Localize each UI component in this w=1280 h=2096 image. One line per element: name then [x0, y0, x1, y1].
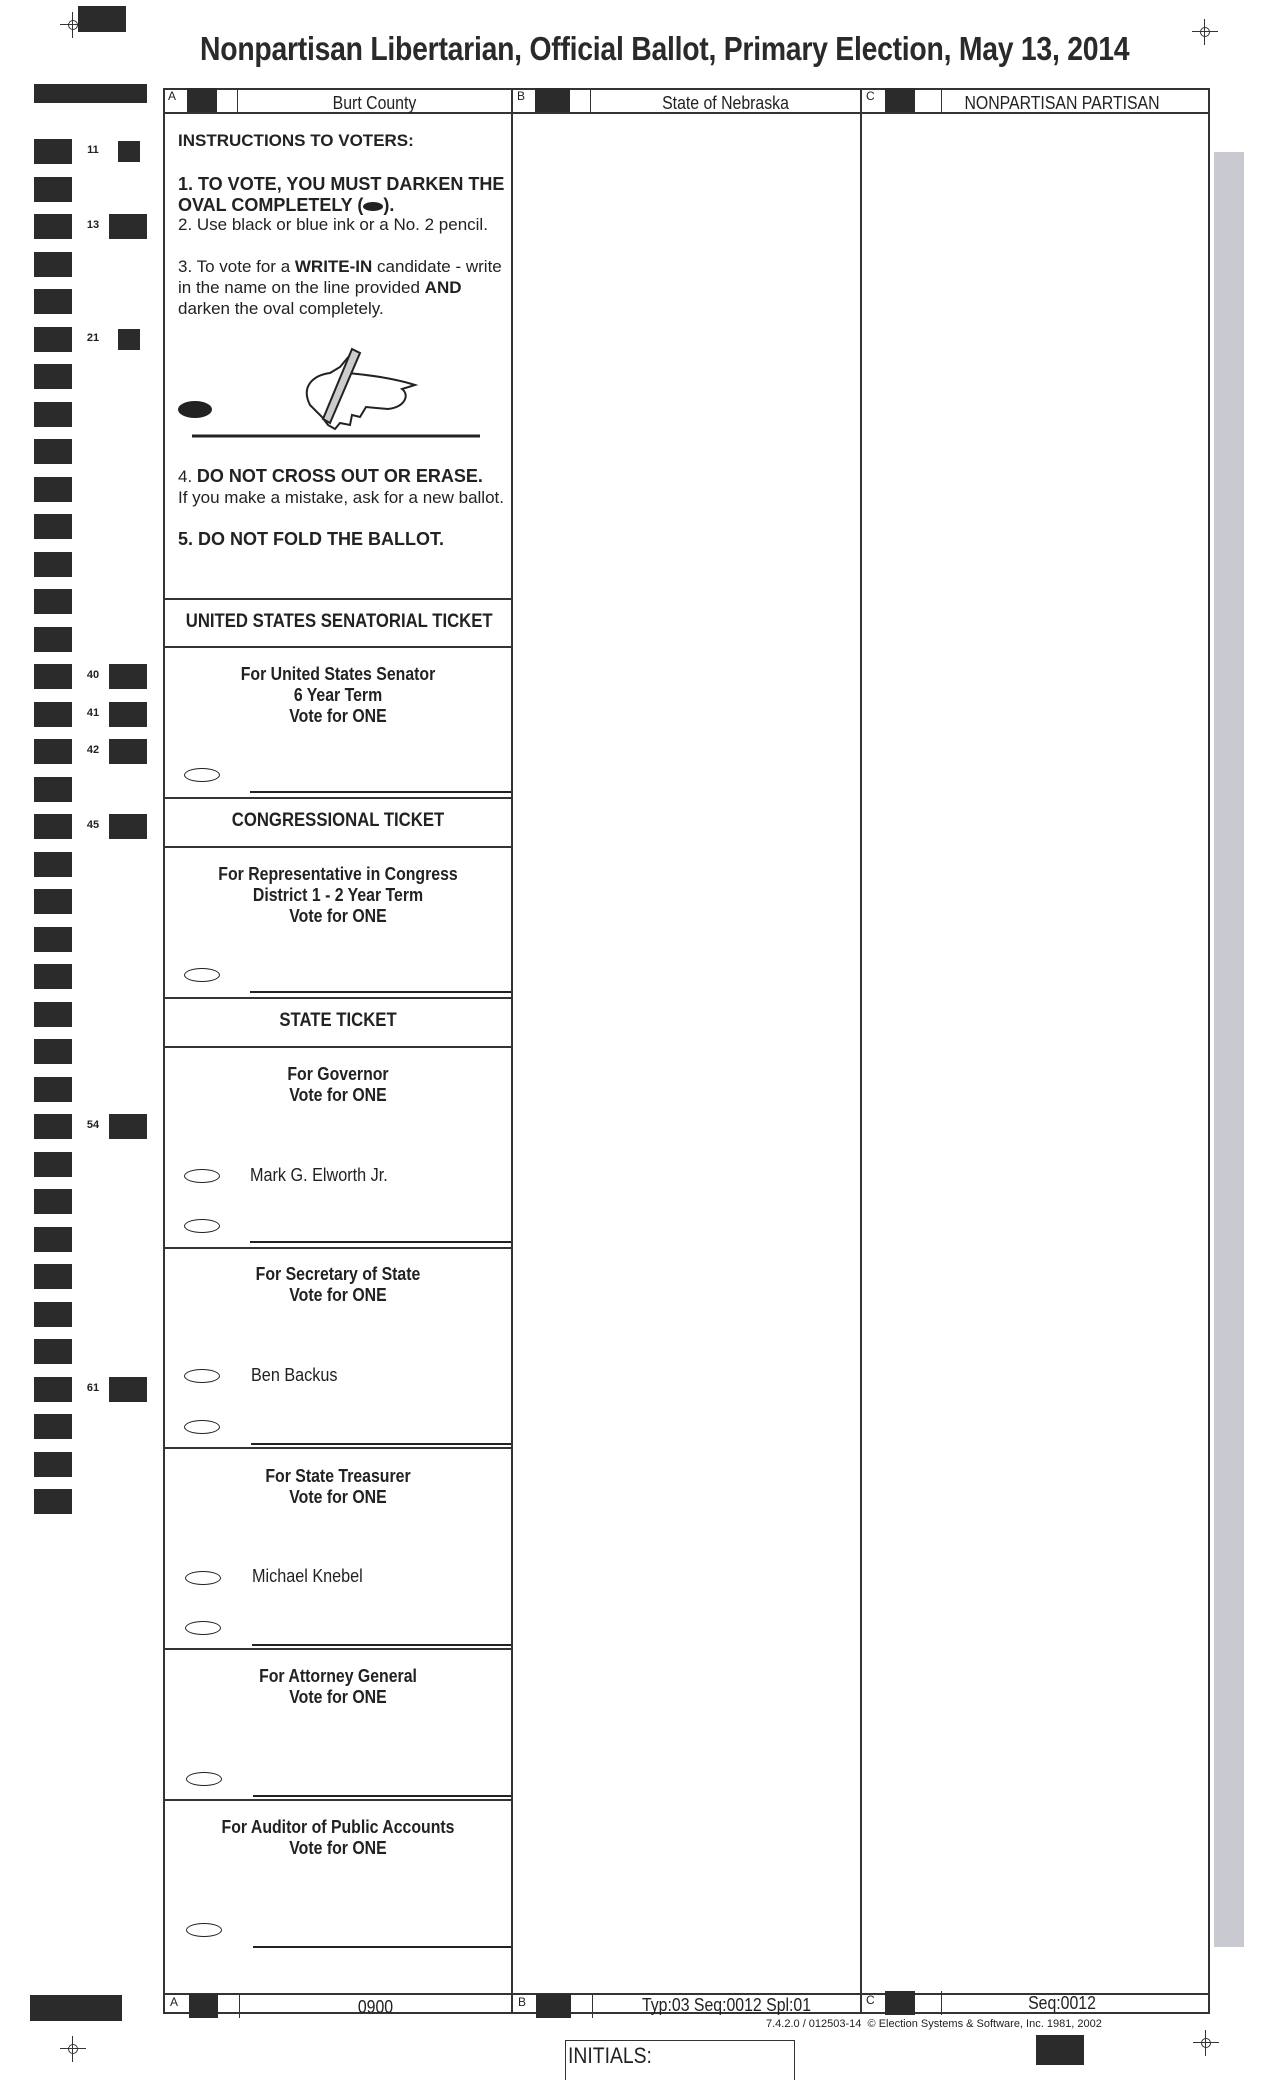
timing-label: 41	[86, 707, 100, 719]
timing-mark	[34, 1227, 72, 1252]
write-in-line[interactable]	[253, 1795, 511, 1797]
contest-attorney-general: For Attorney General Vote for ONE	[259, 1666, 417, 1707]
candidate-oval[interactable]	[184, 1169, 220, 1183]
timing-mark	[34, 1302, 72, 1327]
divider	[165, 598, 511, 600]
instruction-step-4: 4. DO NOT CROSS OUT OR ERASE. If you make a mistake, ask for a new ballot.	[178, 466, 504, 507]
write-in-oval[interactable]	[184, 1420, 220, 1434]
precinct-code: 0900	[357, 1997, 394, 2017]
timing-mark	[34, 664, 72, 689]
timing-mark	[34, 1264, 72, 1289]
timing-label: 21	[86, 332, 100, 344]
filled-oval-icon	[363, 202, 383, 211]
footer-code-block	[536, 1994, 571, 2018]
timing-label: 13	[86, 219, 100, 231]
registration-crosshair-icon	[1193, 2030, 1219, 2056]
sequence-label: Seq:0012	[1028, 1993, 1096, 2013]
ticket-congressional: CONGRESSIONAL TICKET	[231, 810, 445, 831]
timing-mark	[34, 177, 72, 202]
timing-label: 42	[86, 744, 100, 756]
timing-side-block	[109, 814, 147, 839]
timing-mark	[34, 364, 72, 389]
timing-label: 11	[87, 144, 99, 156]
timing-mark	[34, 1152, 72, 1177]
timing-side-block	[118, 329, 140, 350]
timing-side-block	[109, 1377, 147, 1402]
timing-mark	[34, 289, 72, 314]
timing-side-block	[109, 702, 147, 727]
write-in-line[interactable]	[250, 991, 511, 993]
contest-secretary-of-state: For Secretary of State Vote for ONE	[255, 1264, 421, 1305]
timing-side-block	[109, 664, 147, 689]
contest-representative: For Representative in Congress District 1 - 2 Year Term Vote for ONE	[218, 864, 458, 926]
timing-mark	[34, 552, 72, 577]
timing-mark	[34, 964, 72, 989]
column-letter-a: A	[168, 89, 177, 103]
timing-mark	[34, 777, 72, 802]
instruction-step-3: 3. To vote for a WRITE-IN candidate - write in the name on the line provided AND darken the oval completely.	[178, 257, 502, 318]
timing-mark	[34, 627, 72, 652]
timing-mark	[34, 1189, 72, 1214]
timing-mark	[34, 1377, 72, 1402]
scan-strip	[1214, 152, 1244, 1947]
ticket-state: STATE TICKET	[279, 1010, 397, 1031]
bottom-right-timing-block	[1036, 2035, 1084, 2065]
write-in-oval[interactable]	[184, 968, 220, 982]
bottom-timing-bar	[30, 1995, 122, 2021]
registration-crosshair-icon	[60, 2036, 86, 2062]
timing-mark	[34, 1002, 72, 1027]
divider	[165, 997, 511, 999]
timing-mark	[34, 214, 72, 239]
divider	[165, 1799, 511, 1801]
timing-label: 40	[86, 669, 100, 681]
contest-governor: For Governor Vote for ONE	[287, 1064, 389, 1105]
timing-label: 45	[86, 819, 100, 831]
timing-mark	[34, 252, 72, 277]
write-in-oval[interactable]	[184, 1219, 220, 1233]
timing-side-block	[109, 214, 147, 239]
divider	[165, 846, 511, 848]
timing-side-block	[118, 141, 140, 162]
candidate-name: Ben Backus	[251, 1365, 338, 1385]
timing-mark	[34, 1339, 72, 1364]
divider	[165, 797, 511, 799]
timing-bar	[34, 84, 147, 103]
timing-mark	[34, 702, 72, 727]
write-in-line[interactable]	[250, 1241, 511, 1243]
header-code-block	[187, 88, 217, 112]
timing-mark	[34, 589, 72, 614]
header-code-block	[885, 88, 915, 112]
ballot-type-sequence: Typ:03 Seq:0012 Spl:01	[641, 1995, 812, 2015]
candidate-name: Michael Knebel	[252, 1566, 363, 1586]
timing-mark	[34, 327, 72, 352]
timing-mark	[34, 1414, 72, 1439]
divider	[165, 1648, 511, 1650]
contest-us-senator: For United States Senator 6 Year Term Vote for ONE	[240, 664, 436, 726]
column-letter-a: A	[170, 1995, 179, 2009]
footer-code-block	[189, 1994, 218, 2018]
footer-code-block	[885, 1991, 915, 2015]
write-in-line[interactable]	[251, 1443, 511, 1445]
instruction-step-5: 5. DO NOT FOLD THE BALLOT.	[178, 529, 444, 549]
write-in-line[interactable]	[253, 1946, 511, 1948]
write-in-oval[interactable]	[186, 1923, 222, 1937]
timing-mark	[34, 1452, 72, 1477]
write-in-line[interactable]	[250, 791, 511, 793]
divider	[165, 646, 511, 648]
county-label: Burt County	[332, 93, 417, 113]
divider	[165, 1247, 511, 1249]
timing-side-block	[109, 739, 147, 764]
registration-crosshair-icon	[1192, 19, 1218, 45]
candidate-name: Mark G. Elworth Jr.	[250, 1165, 388, 1185]
header-code-block	[535, 88, 570, 112]
timing-mark	[34, 852, 72, 877]
write-in-oval[interactable]	[186, 1772, 222, 1786]
timing-mark	[34, 514, 72, 539]
column-letter-c: C	[866, 1993, 875, 2007]
contest-auditor: For Auditor of Public Accounts Vote for ONE	[221, 1817, 455, 1858]
timing-label: 54	[86, 1119, 100, 1131]
party-label: NONPARTISAN PARTISAN	[964, 93, 1160, 113]
top-timing-block	[78, 6, 126, 32]
divider	[165, 1046, 511, 1048]
hand-with-pen-icon	[190, 345, 490, 440]
write-in-oval[interactable]	[185, 1621, 221, 1635]
column-divider-b	[511, 88, 513, 2014]
column-letter-b: B	[517, 89, 526, 103]
timing-mark	[34, 1489, 72, 1514]
candidate-oval[interactable]	[185, 1571, 221, 1585]
initials-box[interactable]: INITIALS:	[565, 2040, 795, 2080]
timing-label: 61	[86, 1382, 100, 1394]
timing-mark	[34, 739, 72, 764]
instruction-step-2: 2. Use black or blue ink or a No. 2 pencil.	[178, 215, 488, 234]
contest-state-treasurer: For State Treasurer Vote for ONE	[265, 1466, 411, 1507]
timing-mark	[34, 402, 72, 427]
state-label: State of Nebraska	[662, 93, 789, 113]
timing-mark	[34, 814, 72, 839]
column-divider-c	[860, 88, 862, 2014]
write-in-line[interactable]	[252, 1644, 511, 1646]
timing-mark	[34, 139, 72, 164]
version-copyright: 7.4.2.0 / 012503-14 © Election Systems & Software, Inc. 1981, 2002	[766, 2018, 1102, 2030]
write-in-oval[interactable]	[184, 768, 220, 782]
timing-mark	[34, 477, 72, 502]
divider	[165, 1447, 511, 1449]
timing-mark	[34, 1077, 72, 1102]
timing-mark	[34, 889, 72, 914]
timing-side-block	[109, 1114, 147, 1139]
column-letter-c: C	[866, 89, 875, 103]
timing-mark	[34, 927, 72, 952]
ticket-senatorial: UNITED STATES SENATORIAL TICKET	[185, 611, 493, 632]
instruction-step-1: 1. TO VOTE, YOU MUST DARKEN THE OVAL COMPLETELY ( ).	[178, 174, 505, 215]
column-letter-b: B	[518, 1995, 527, 2009]
timing-mark	[34, 439, 72, 464]
timing-mark	[34, 1114, 72, 1139]
candidate-oval[interactable]	[184, 1369, 220, 1383]
ballot-title: Nonpartisan Libertarian, Official Ballot, Primary Election, May 13, 2014	[200, 30, 1130, 67]
timing-mark	[34, 1039, 72, 1064]
instructions-heading: INSTRUCTIONS TO VOTERS:	[178, 131, 414, 150]
